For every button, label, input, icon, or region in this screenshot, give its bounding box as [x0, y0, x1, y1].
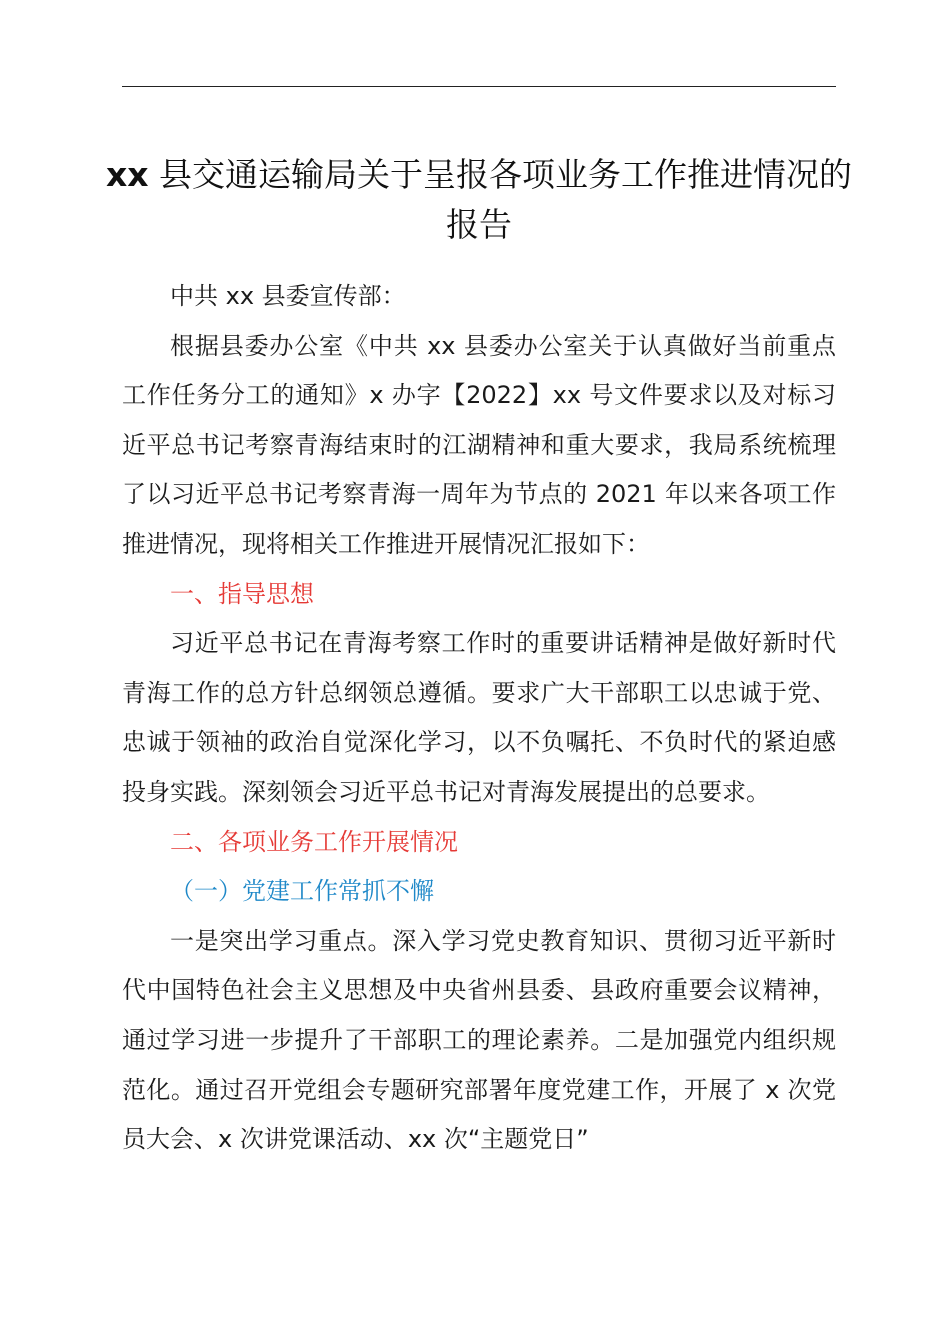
title-text: 县交通运输局关于呈报各项业务工作推进情况的报告 [148, 155, 853, 244]
guiding-thought-paragraph: 习近平总书记在青海考察工作时的重要讲话精神是做好新时代青海工作的总方针总纲领总遵循。要求广大干部职工以忠诚于党、忠诚于领袖的政治自觉深化学习，以不负嘱托、不负时代的紧迫感投身实践。深刻领会习近平总书记对青海发展提出的总要求。 [122, 629, 836, 806]
header-rule [122, 86, 836, 87]
section-heading-guiding-thought: 一、指导思想 [170, 579, 314, 608]
title-prefix: xx [105, 155, 149, 194]
subsection-heading-party-building: （一）党建工作常抓不懈 [170, 877, 434, 906]
section-heading-work-progress: 二、各项业务工作开展情况 [170, 827, 458, 856]
salutation: 中共 xx 县委宣传部： [170, 282, 406, 310]
document-body [122, 272, 836, 1165]
document-title [100, 150, 858, 250]
party-building-paragraph: 一是突出学习重点。深入学习党史教育知识、贯彻习近平新时代中国特色社会主义思想及中央省州县委、县政府重要会议精神，通过学习进一步提升了干部职工的理论素养。二是加强党内组织规范化。通过召开党组会专题研究部署年度党建工作，开展了 x 次党员大会、x 次讲党课活动、xx 次“主题党日” [122, 926, 836, 1154]
intro-paragraph: 根据县委办公室《中共 xx 县委办公室关于认真做好当前重点工作任务分工的通知》x 办字【2022】xx 号文件要求以及对标习近平总书记考察青海结束时的江湖精神和重大要求，我局系统梳理了以习近平总书记考察青海一周年为节点的 2021 年以来各项工作推进情况，现将相关工作推进开展情况汇报如下： [122, 331, 836, 558]
